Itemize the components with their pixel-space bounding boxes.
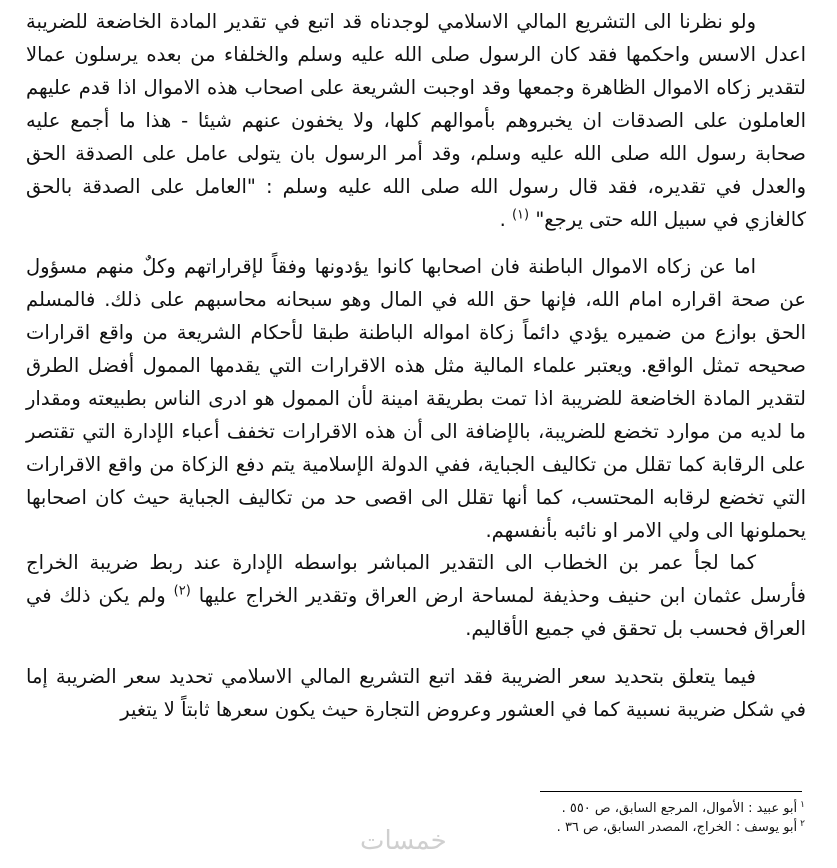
paragraph-4: [26, 660, 806, 726]
footnote-number: ٢: [800, 818, 805, 829]
paragraph-text: اما عن زكاه الاموال الباطنة فان اصحابها كانوا يؤدونها وفقاً لإقراراتهم وكلٌ منهم مسؤول عن صحة اقراره امام الله، فإنها حق الله في المال وهو سبحانه محاسبهم على ذلك. فالمسلم الحق بوازع من ضميره يؤدي دائماً زكاة امواله الباطنة طبقا لأحكام الشريعة من واقع اقرارات صحيحه تمثل الواقع. ويعتبر علماء المالية مثل هذه الاقرارات التي يقدمها الممول أفضل الطرق لتقدير المادة الخاضعة للضريبة اذا تمت بطريقة امينة لأن الممول هو ادرى الناس بطبيعته ومقدار ما لديه من موارد تخضع للضريبة، بالإضافة الى أن هذه الاقرارات تخفف أعباء الإدارة التي تقتصر على الرقابة كما تقلل من تكاليف الجباية، ففي الدولة الإسلامية يتم دفع الزكاة من واقع الاقرارات التي تخضع لرقابه المحتسب، كما أنها تقلل الى اقصى حد من تكاليف الجباية حيث كان اصحابها يحملونها الى ولي الامر او نائبه بأنفسهم.: [26, 255, 806, 542]
watermark-logo: خمسات: [360, 826, 447, 856]
paragraph-text: ولو نظرنا الى التشريع المالي الاسلامي لوجدناه قد اتبع في تقدير المادة الخاضعة للضريبة اعدل الاسس واحكمها فقد كان الرسول صلى الله عليه وسلم والخلفاء من بعده يرسلون عمالا لتقدير زكاه الاموال الظاهرة وجمعها وقد اوجبت الشريعة على اصحاب هذه الاموال اذا قدم عليهم العاملون على الصدقات ان يخبروهم بأموالهم كلها، ولا يخفون عنهم شيئا - هذا ما أجمع عليه صحابة رسول الله صلى الله عليه وسلم، وقد أمر الرسول بان يتولى عامل على الصدقة الحق والعدل في تقديره، فقد قال رسول الله صلى الله عليه وسلم : "العامل على الصدقة بالحق كالغازي في سبيل الله حتى يرجع": [26, 10, 806, 231]
paragraph-1: [26, 5, 806, 236]
paragraph-text: فيما يتعلق بتحديد سعر الضريبة فقد اتبع التشريع المالي الاسلامي تحديد سعر الضريبة إما في شكل ضريبة نسبية كما في العشور وعروض التجارة حيث يكون سعرها ثابتاً لا يتغير: [26, 665, 806, 721]
paragraph-text-continued: ولم يكن ذلك في العراق فحسب بل تحقق في جميع الأقاليم.: [26, 584, 806, 640]
paragraph-3: [26, 546, 806, 645]
footnote-text: أبو يوسف : الخراج، المصدر السابق، ص ٣٦ .: [556, 820, 798, 835]
paragraph-tail: .: [499, 208, 506, 231]
footnote-number: ١: [800, 799, 805, 810]
footnote-separator: [540, 791, 802, 792]
footnote-1: [300, 799, 805, 818]
footnote-reference-1[interactable]: (١): [511, 207, 530, 223]
footnote-text: أبو عبيد : الأموال، المرجع السابق، ص ٥٥٠ .: [561, 801, 798, 816]
footnote-reference-2[interactable]: (٢): [173, 583, 191, 599]
paragraph-text: كما لجأ عمر بن الخطاب الى التقدير المباشر بواسطه الإدارة عند ربط ضريبة الخراج فأرسل عثمان ابن حنيف وحذيفة لمساحة ارض العراق وتقدير الخراج عليها: [26, 551, 807, 607]
paragraph-2: [26, 250, 806, 547]
